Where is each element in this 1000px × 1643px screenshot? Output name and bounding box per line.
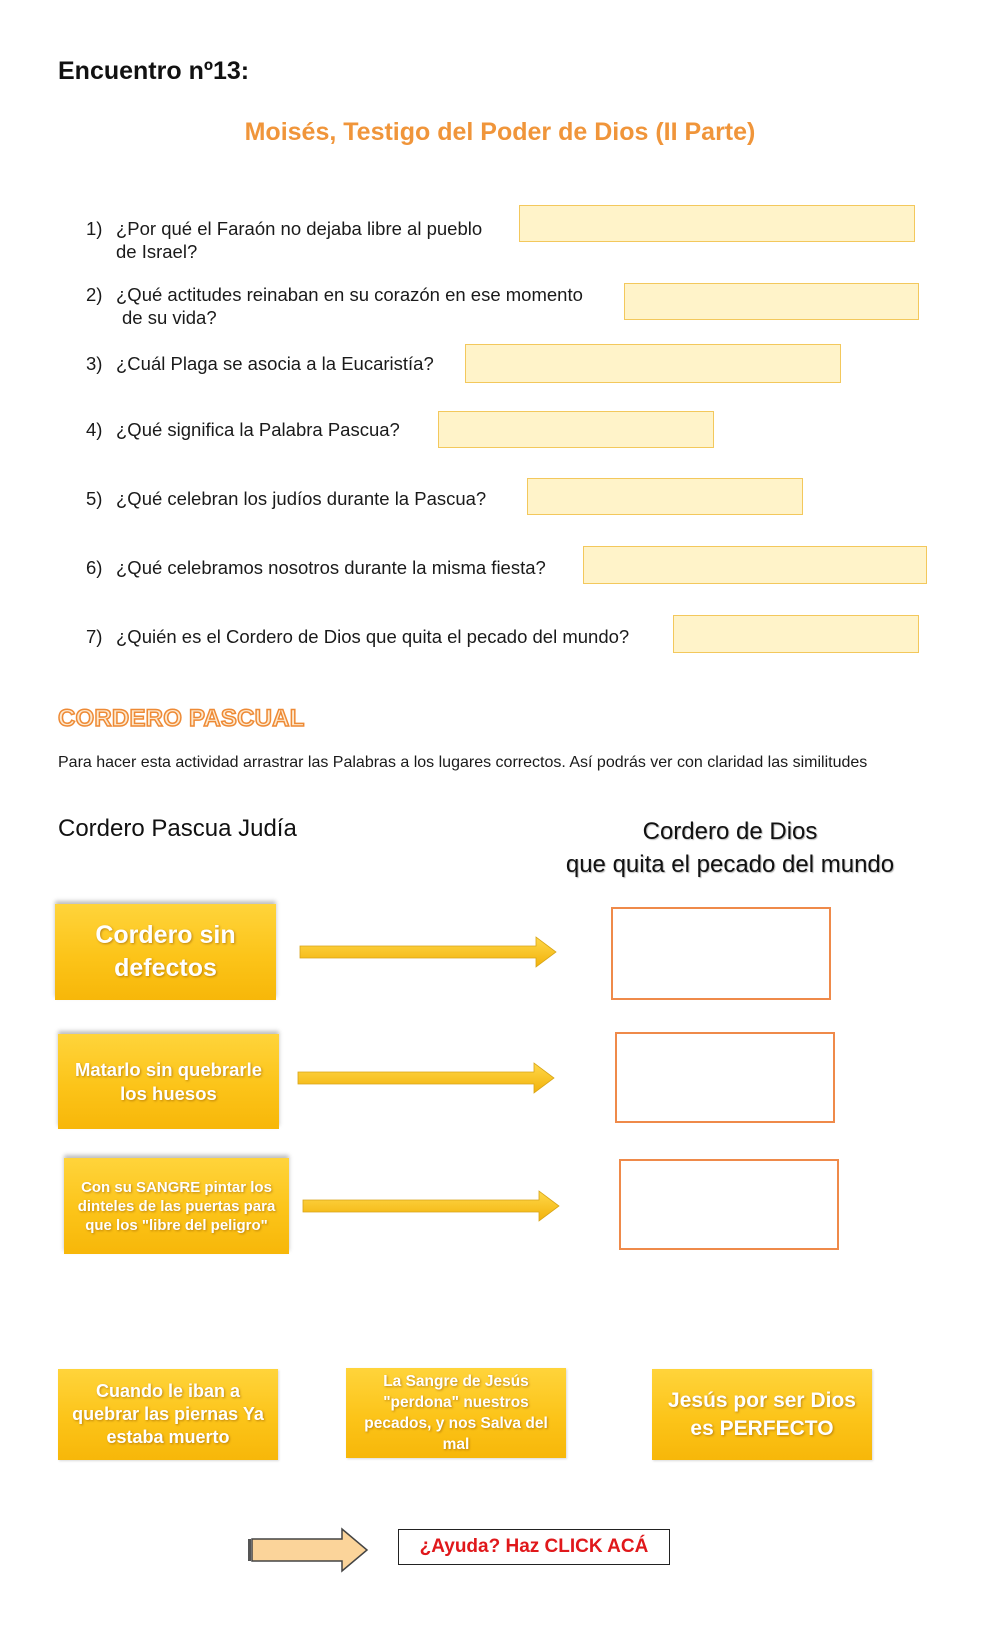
question-text: ¿Cuál Plaga se asocia a la Eucaristía? xyxy=(116,353,434,374)
section-title: CORDERO PASCUAL xyxy=(58,705,305,732)
answer-field-3[interactable] xyxy=(465,344,841,383)
arrow-right-icon xyxy=(300,935,560,969)
question-text: ¿Qué significa la Palabra Pascua? xyxy=(116,419,400,440)
question-text: ¿Qué actitudes reinaban en su corazón en ese momento xyxy=(116,284,583,305)
question-1 xyxy=(86,217,482,263)
question-text: ¿Quién es el Cordero de Dios que quita el pecado del mundo? xyxy=(116,626,630,647)
question-3 xyxy=(86,352,434,375)
page-heading: Encuentro nº13: xyxy=(58,57,250,85)
source-card-1: Cordero sin defectos xyxy=(55,904,276,1000)
question-text: ¿Por qué el Faraón no dejaba libre al pueblo xyxy=(116,218,483,239)
source-card-3: Con su SANGRE pintar los dinteles de las puertas para que los "libre del peligro" xyxy=(64,1158,289,1254)
question-5 xyxy=(86,487,486,510)
question-number: 6) xyxy=(86,557,103,578)
question-number: 5) xyxy=(86,488,103,509)
answer-field-1[interactable] xyxy=(519,205,915,242)
source-card-2: Matarlo sin quebrarle los huesos xyxy=(58,1034,279,1129)
help-link[interactable]: ¿Ayuda? Haz CLICK ACÁ xyxy=(398,1529,670,1565)
page-title: Moisés, Testigo del Poder de Dios (II Parte) xyxy=(244,118,756,146)
question-4 xyxy=(86,418,400,441)
answer-field-4[interactable] xyxy=(438,411,714,448)
question-number: 1) xyxy=(86,218,103,239)
arrow-right-icon xyxy=(298,1061,558,1095)
answer-field-6[interactable] xyxy=(583,546,927,584)
question-text-continued: de su vida? xyxy=(122,307,217,328)
question-2 xyxy=(86,283,583,329)
draggable-tile-1[interactable]: Cuando le iban a quebrar las piernas Ya estaba muerto xyxy=(58,1369,278,1460)
question-6 xyxy=(86,556,546,579)
question-7 xyxy=(86,625,629,648)
activity-instructions: Para hacer esta actividad arrastrar las Palabras a los lugares correctos. Así podrás ver con claridad las similitudes xyxy=(58,754,868,771)
pointer-arrow-icon xyxy=(247,1527,371,1573)
draggable-tile-3[interactable]: Jesús por ser Dios es PERFECTO xyxy=(652,1369,872,1460)
answer-field-7[interactable] xyxy=(673,615,919,653)
right-column-header-line1: Cordero de Dios xyxy=(642,818,818,845)
draggable-tile-2[interactable]: La Sangre de Jesús "perdona" nuestros pecados, y nos Salva del mal xyxy=(346,1368,566,1458)
question-text-continued: de Israel? xyxy=(116,241,198,262)
left-column-header: Cordero Pascua Judía xyxy=(58,815,297,842)
question-number: 4) xyxy=(86,419,103,440)
answer-field-5[interactable] xyxy=(527,478,803,515)
question-number: 2) xyxy=(86,284,103,305)
drop-zone-2[interactable] xyxy=(615,1032,835,1123)
arrow-right-icon xyxy=(303,1189,563,1223)
question-number: 3) xyxy=(86,353,103,374)
right-column-header xyxy=(540,815,920,881)
right-column-header-line2: que quita el pecado del mundo xyxy=(565,851,895,878)
drop-zone-3[interactable] xyxy=(619,1159,839,1250)
answer-field-2[interactable] xyxy=(624,283,919,320)
question-text: ¿Qué celebran los judíos durante la Pascua? xyxy=(116,488,487,509)
question-number: 7) xyxy=(86,626,103,647)
question-text: ¿Qué celebramos nosotros durante la misma fiesta? xyxy=(116,557,546,578)
drop-zone-1[interactable] xyxy=(611,907,831,1000)
